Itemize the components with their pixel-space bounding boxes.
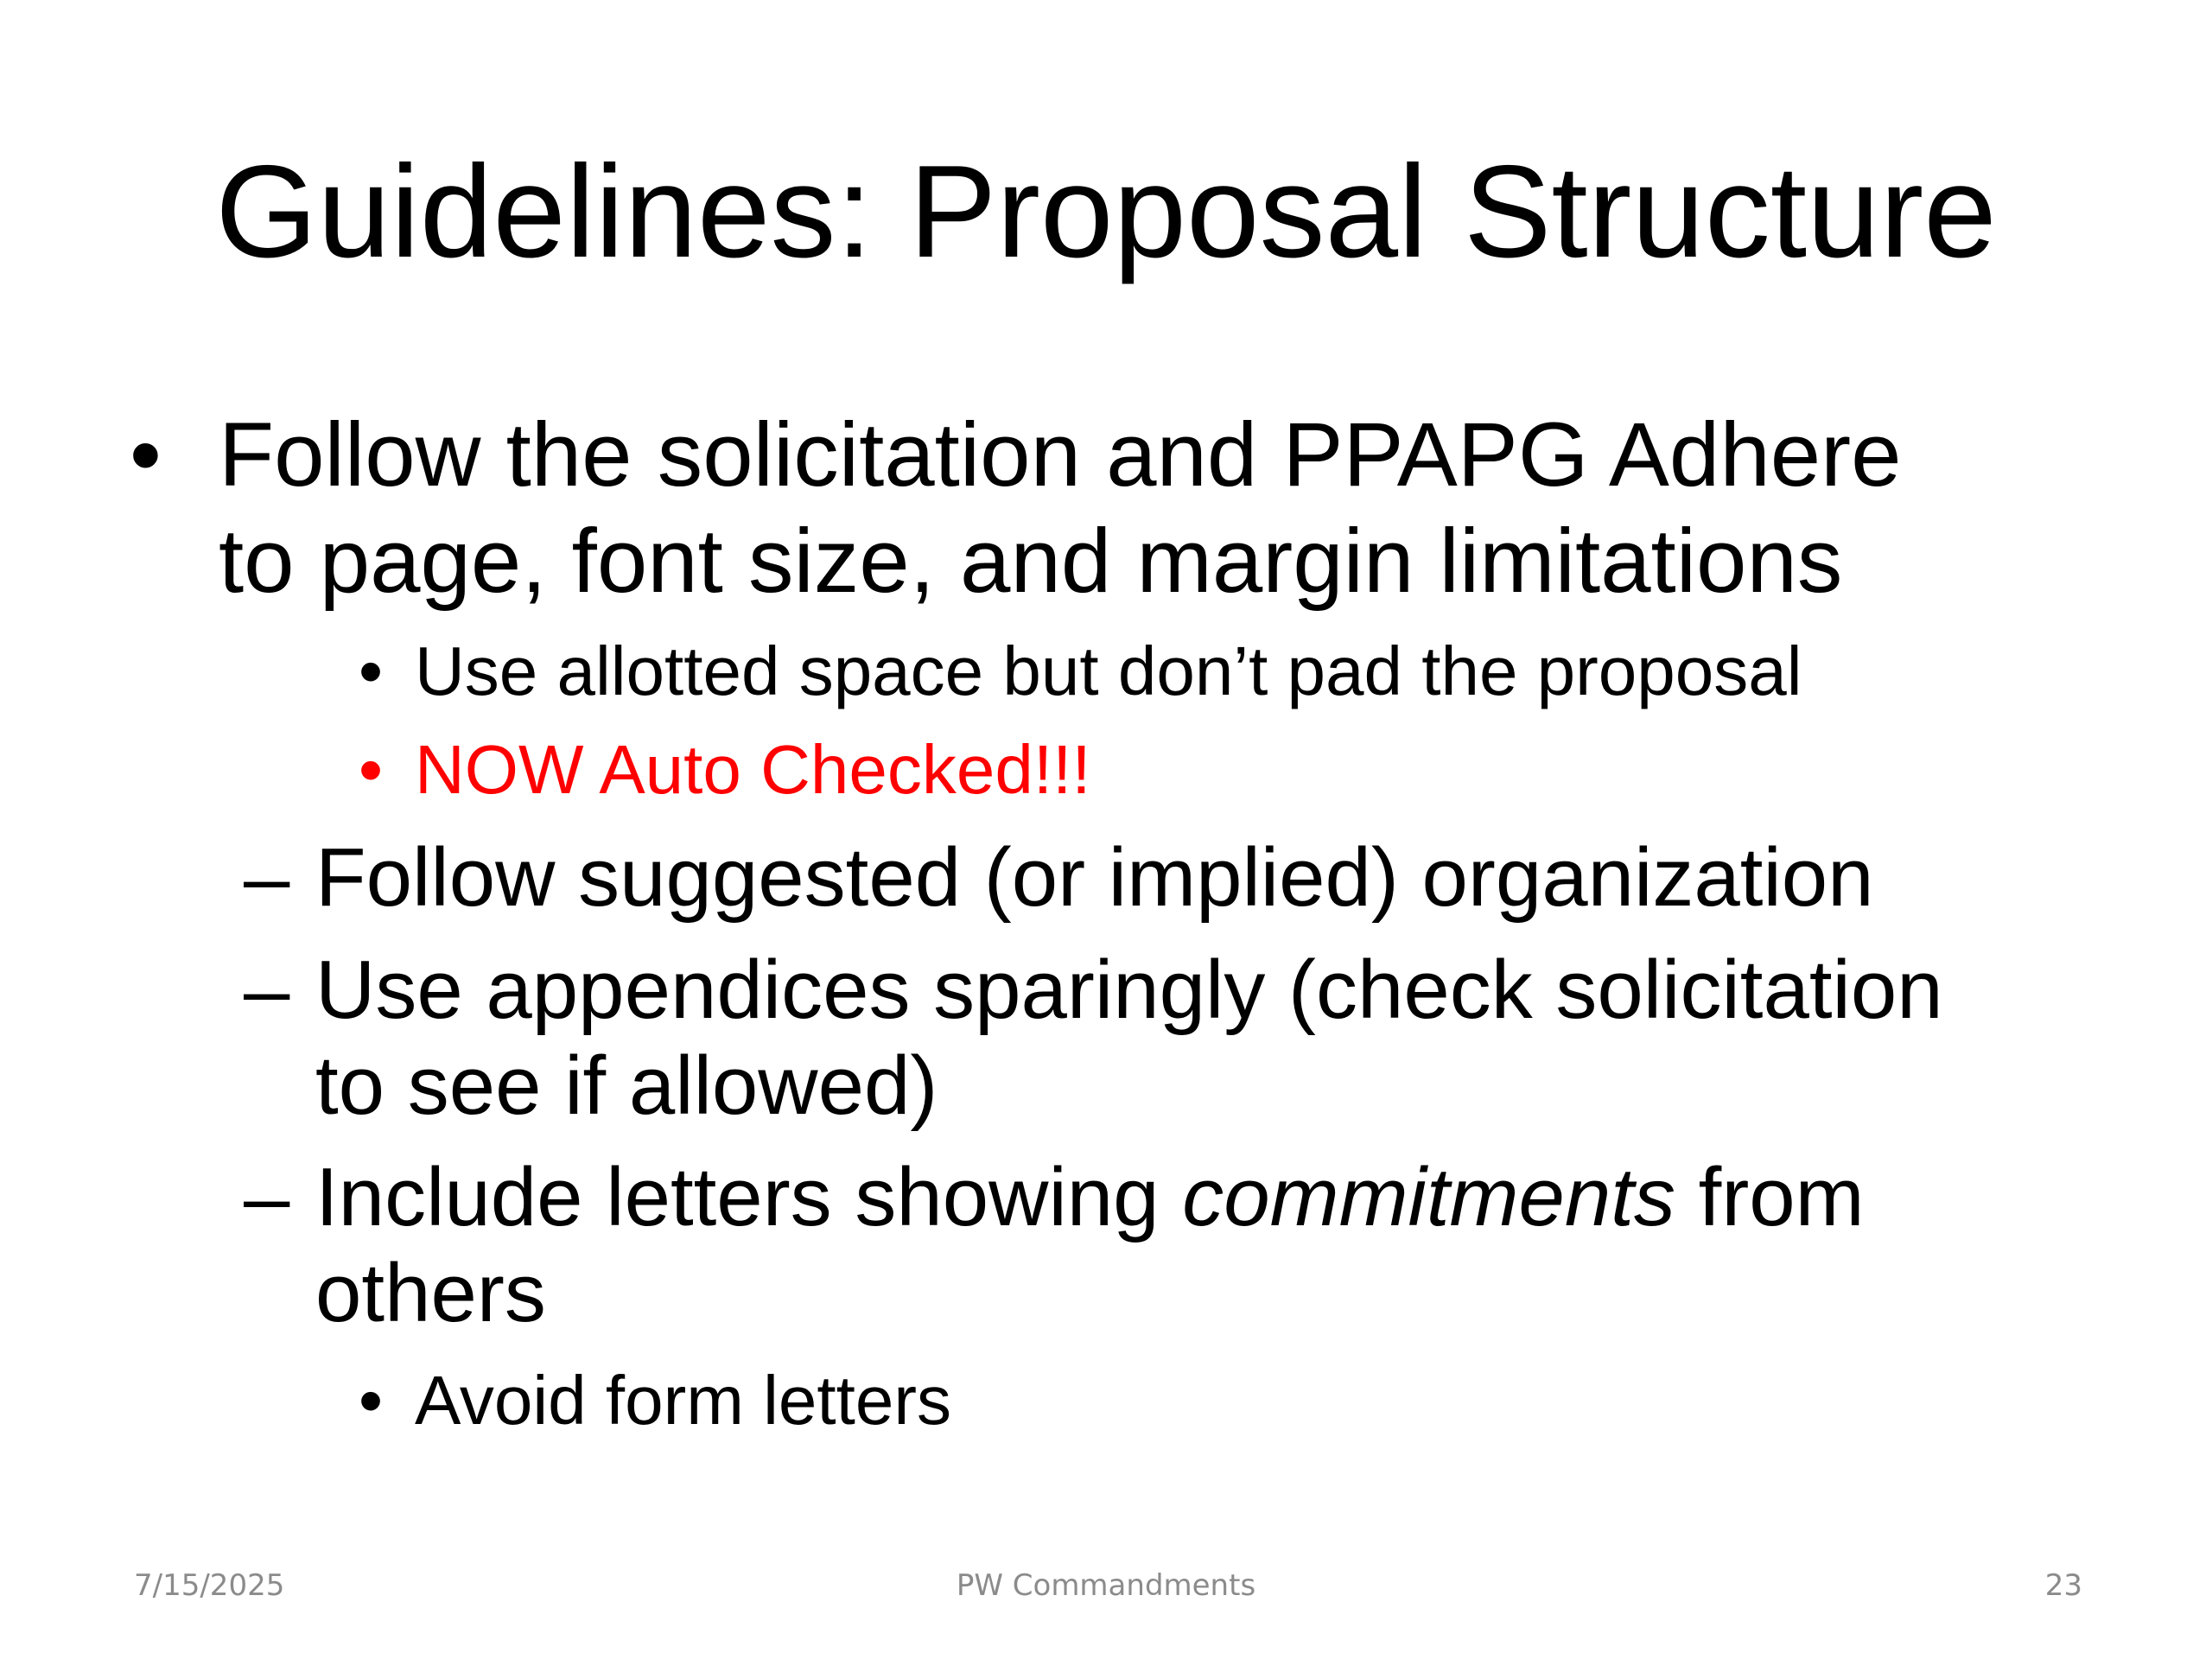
dash-text: Follow suggested (or implied) organization — [315, 831, 1874, 924]
sub-bullet-marker: • — [359, 632, 384, 709]
dash-text-line-1: Use appendices sparingly (check solicitation — [315, 944, 1943, 1036]
dash-text-plain: Include letters showing — [315, 1151, 1183, 1243]
sub-bullet-text: NOW Auto Checked!!! — [415, 731, 1091, 808]
bullet-text-line-2: to page, font size, and margin limitations — [219, 511, 1843, 612]
slide-title: Guidelines: Proposal Structure — [215, 138, 1997, 285]
dash-text-plain: from — [1675, 1151, 1865, 1243]
sub-bullet-text: Avoid form letters — [415, 1362, 951, 1439]
bullet-text-line-1: Follow the solicitation and PPAPG Adhere — [219, 404, 1902, 505]
dash-marker: – — [244, 831, 290, 924]
dash-text-line-1 — [315, 1149, 1865, 1245]
dash-marker: – — [244, 1151, 290, 1243]
sub-bullet-marker: • — [359, 1362, 384, 1439]
footer-date: 7/15/2025 — [134, 1568, 285, 1603]
bullet-marker: • — [130, 404, 162, 505]
sub-bullet-marker: • — [359, 731, 384, 808]
dash-text-line-2: others — [315, 1247, 546, 1339]
dash-text-emphasis: commitments — [1182, 1151, 1675, 1243]
footer-page-number: 23 — [2044, 1568, 2082, 1603]
footer-center-text: PW Commandments — [956, 1568, 1256, 1603]
dash-text-line-2: to see if allowed) — [315, 1039, 938, 1132]
dash-marker: – — [244, 944, 290, 1036]
sub-bullet-text: Use allotted space but don’t pad the proposal — [415, 632, 1802, 709]
